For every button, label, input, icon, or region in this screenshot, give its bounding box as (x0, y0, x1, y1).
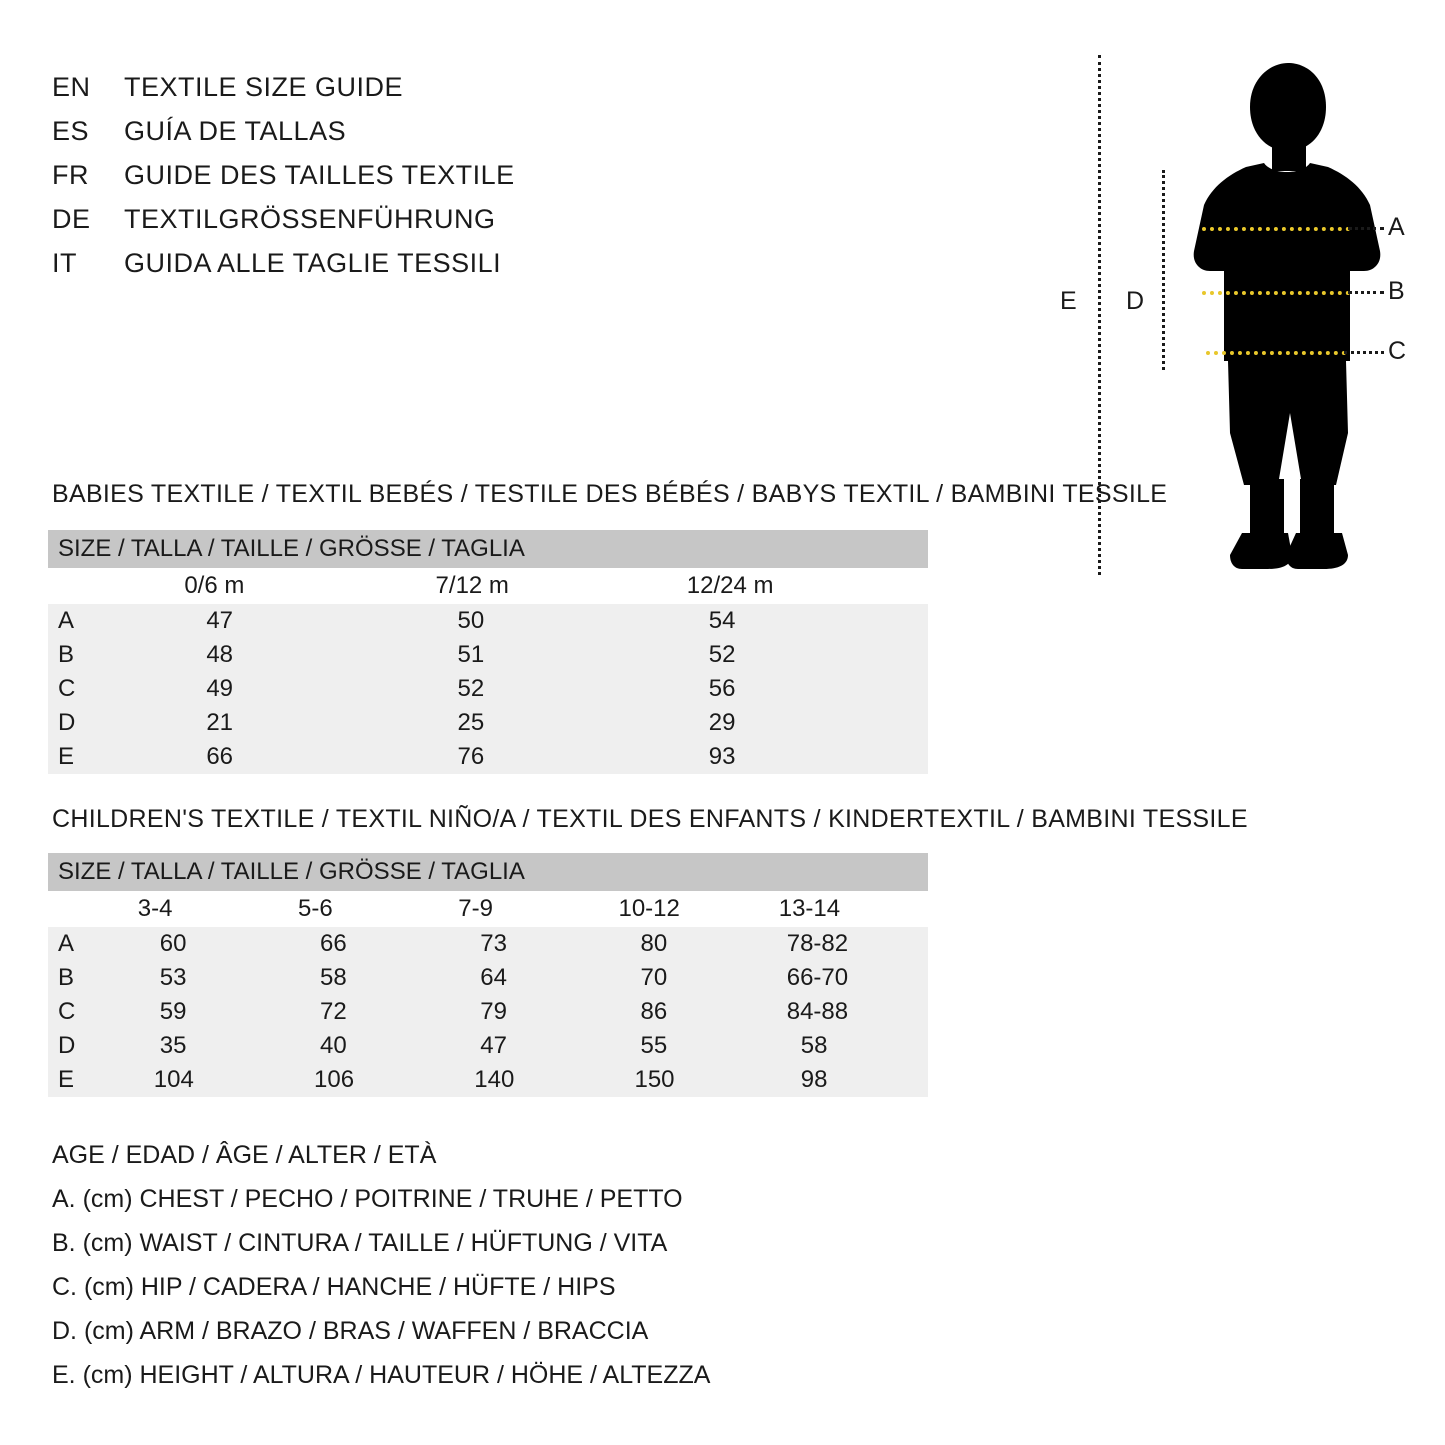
row-value: 76 (426, 740, 677, 774)
children-column-header: 3-4 (128, 891, 288, 927)
legend-line: AGE / EDAD / ÂGE / ALTER / ETÀ (52, 1141, 437, 1169)
row-letter: D (48, 1029, 128, 1063)
row-value: 55 (608, 1029, 768, 1063)
figure-label-e: E (1060, 287, 1077, 315)
language-title: TEXTILGRÖSSENFÜHRUNG (124, 204, 496, 234)
table-row (48, 638, 928, 672)
row-value: 29 (677, 706, 928, 740)
chest-leader-line (1348, 227, 1384, 230)
row-letter: E (48, 1063, 128, 1097)
row-value: 84-88 (769, 995, 928, 1029)
table-row (48, 740, 928, 774)
language-row (52, 248, 752, 292)
language-row (52, 116, 752, 160)
waist-leader-line (1348, 291, 1384, 294)
language-code: FR (52, 160, 89, 190)
empty-corner (48, 568, 174, 604)
language-code: EN (52, 72, 91, 102)
row-value: 21 (174, 706, 425, 740)
children-table-band (48, 853, 928, 891)
language-title: GUÍA DE TALLAS (124, 116, 347, 146)
row-value: 70 (608, 961, 768, 995)
children-size-table (48, 853, 928, 1097)
row-value: 35 (128, 1029, 288, 1063)
babies-size-table (48, 530, 928, 774)
language-row (52, 204, 752, 248)
babies-column-header: 7/12 m (426, 568, 677, 604)
row-value: 54 (677, 604, 928, 638)
table-row (48, 1063, 928, 1097)
babies-section-title: BABIES TEXTILE / TEXTIL BEBÉS / TESTILE DES BÉBÉS / BABYS TEXTIL / BAMBINI TESSILE (52, 480, 1168, 508)
children-band-label: SIZE / TALLA / TAILLE / GRÖSSE / TAGLIA (48, 853, 928, 891)
table-row (48, 672, 928, 706)
hip-leader-line (1344, 351, 1384, 354)
legend-line: D. (cm) ARM / BRAZO / BRAS / WAFFEN / BRACCIA (52, 1317, 649, 1345)
legend-line: A. (cm) CHEST / PECHO / POITRINE / TRUHE / PETTO (52, 1185, 683, 1213)
language-title: GUIDE DES TAILLES TEXTILE (124, 160, 515, 190)
babies-table-band (48, 530, 928, 568)
row-value: 98 (769, 1063, 928, 1097)
table-row (48, 1029, 928, 1063)
row-value: 104 (128, 1063, 288, 1097)
children-column-header: 10-12 (608, 891, 768, 927)
table-row (48, 961, 928, 995)
figure-label-c: C (1388, 337, 1407, 365)
legend-line: C. (cm) HIP / CADERA / HANCHE / HÜFTE / HIPS (52, 1273, 616, 1301)
language-code: IT (52, 248, 77, 278)
chest-measure-line (1202, 227, 1350, 231)
row-value: 66 (288, 927, 448, 961)
row-letter: A (48, 927, 128, 961)
figure-label-d: D (1126, 287, 1145, 315)
row-value: 72 (288, 995, 448, 1029)
babies-band-label: SIZE / TALLA / TAILLE / GRÖSSE / TAGLIA (48, 530, 928, 568)
row-value: 80 (608, 927, 768, 961)
row-letter: D (48, 706, 174, 740)
table-row (48, 604, 928, 638)
row-letter: C (48, 995, 128, 1029)
row-value: 40 (288, 1029, 448, 1063)
language-title-block (52, 72, 752, 292)
row-value: 64 (448, 961, 608, 995)
babies-column-header: 12/24 m (677, 568, 928, 604)
row-value: 66-70 (769, 961, 928, 995)
row-letter: B (48, 638, 174, 672)
language-code: ES (52, 116, 90, 146)
row-letter: A (48, 604, 174, 638)
row-value: 52 (677, 638, 928, 672)
language-title: TEXTILE SIZE GUIDE (124, 72, 404, 102)
row-value: 25 (426, 706, 677, 740)
legend-line: B. (cm) WAIST / CINTURA / TAILLE / HÜFTUNG / VITA (52, 1229, 668, 1257)
children-section-title: CHILDREN'S TEXTILE / TEXTIL NIÑO/A / TEXTIL DES ENFANTS / KINDERTEXTIL / BAMBINI TESSILE (52, 805, 1248, 833)
waist-measure-line (1202, 291, 1350, 295)
row-value: 59 (128, 995, 288, 1029)
row-value: 53 (128, 961, 288, 995)
row-value: 56 (677, 672, 928, 706)
child-silhouette-icon (1150, 55, 1420, 575)
measurement-legend (52, 1133, 952, 1397)
row-value: 47 (448, 1029, 608, 1063)
row-value: 106 (288, 1063, 448, 1097)
figure-label-b: B (1388, 277, 1405, 305)
row-letter: E (48, 740, 174, 774)
row-value: 140 (448, 1063, 608, 1097)
row-letter: C (48, 672, 174, 706)
row-value: 50 (426, 604, 677, 638)
row-value: 93 (677, 740, 928, 774)
children-column-header: 5-6 (288, 891, 448, 927)
babies-column-headers (48, 568, 928, 604)
row-value: 49 (174, 672, 425, 706)
children-column-header: 13-14 (769, 891, 928, 927)
row-letter: B (48, 961, 128, 995)
row-value: 79 (448, 995, 608, 1029)
row-value: 86 (608, 995, 768, 1029)
table-row (48, 995, 928, 1029)
row-value: 48 (174, 638, 425, 672)
row-value: 150 (608, 1063, 768, 1097)
babies-column-header: 0/6 m (174, 568, 425, 604)
row-value: 58 (769, 1029, 928, 1063)
row-value: 58 (288, 961, 448, 995)
language-row (52, 160, 752, 204)
row-value: 73 (448, 927, 608, 961)
language-row (52, 72, 752, 116)
table-row (48, 927, 928, 961)
legend-line: E. (cm) HEIGHT / ALTURA / HAUTEUR / HÖHE / ALTEZZA (52, 1361, 711, 1389)
row-value: 60 (128, 927, 288, 961)
row-value: 51 (426, 638, 677, 672)
hip-measure-line (1206, 351, 1346, 355)
figure-label-a: A (1388, 213, 1405, 241)
children-column-headers (48, 891, 928, 927)
row-value: 66 (174, 740, 425, 774)
children-column-header: 7-9 (448, 891, 608, 927)
language-title: GUIDA ALLE TAGLIE TESSILI (124, 248, 502, 278)
row-value: 78-82 (769, 927, 928, 961)
table-row (48, 706, 928, 740)
empty-corner (48, 891, 128, 927)
language-code: DE (52, 204, 91, 234)
row-value: 47 (174, 604, 425, 638)
row-value: 52 (426, 672, 677, 706)
